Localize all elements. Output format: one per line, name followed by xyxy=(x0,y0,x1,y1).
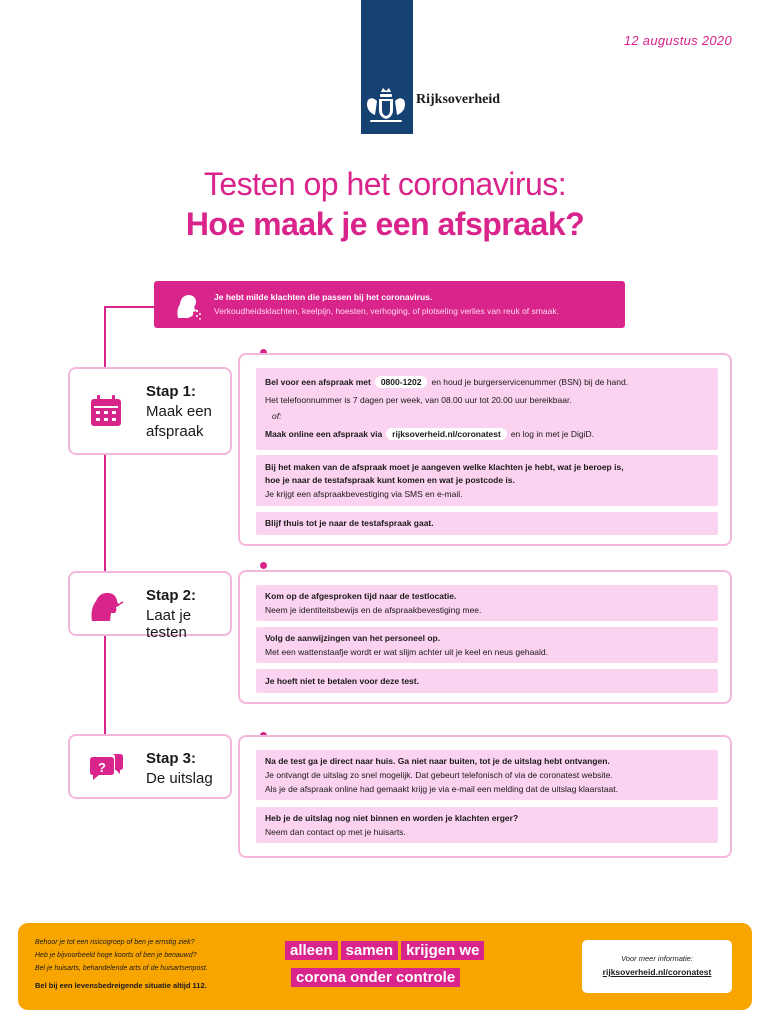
intro-text-symptoms: Verkoudheidsklachten, keelpijn, hoesten, verhoging, of plotseling verlies van reuk of smaak. xyxy=(214,306,559,316)
sick-person-icon xyxy=(168,288,202,322)
publication-date: 12 augustus 2020 xyxy=(623,33,732,48)
svg-text:?: ? xyxy=(98,760,106,775)
location-line: Kom op de afgesproken tijd naar de testlocatie. xyxy=(265,591,457,601)
step-3-subtitle: De uitslag xyxy=(146,770,213,787)
phone-number[interactable]: 0800-1202 xyxy=(375,376,428,388)
intro-text-bold: Je hebt milde klachten die passen bij het coronavirus. xyxy=(214,292,433,302)
instructions-line: Volg de aanwijzingen van het personeel op. xyxy=(265,633,441,643)
online-suffix: en log in met je DigiD. xyxy=(510,429,594,439)
free-test-text: Je hoeft niet te betalen voor deze test. xyxy=(265,676,419,686)
timeline-connector xyxy=(104,306,156,308)
info-box-location xyxy=(256,585,718,621)
timeline-connector xyxy=(104,306,106,368)
more-info-link[interactable]: rijksoverheid.nl/coronatest xyxy=(602,967,712,977)
slogan-row-1 xyxy=(285,941,487,960)
call-suffix: en houd je burgerservicenummer (BSN) bij de hand. xyxy=(431,377,629,387)
step-1-title: Stap 1: xyxy=(146,383,197,400)
step-2-card xyxy=(68,571,232,641)
details-line: hoe je naar de testafspraak kunt komen en wat je postcode is. xyxy=(265,475,515,485)
footer-risk-text: Heb je bijvoorbeeld hoge koorts of ben je benauwd? xyxy=(35,952,197,959)
person-swab-icon xyxy=(88,587,124,623)
footer-risk-text: Bel je huisarts, behandelende arts of de huisartsenpost. xyxy=(35,965,208,972)
speech-bubbles-icon xyxy=(88,750,124,786)
slogan-word: corona onder controle xyxy=(291,968,460,987)
info-box-appointment xyxy=(256,368,718,450)
step-2-subtitle: Laat je testen xyxy=(146,607,192,641)
page-title-line2: Hoe maak je een afspraak? xyxy=(185,206,585,242)
step-2-panel xyxy=(238,570,732,704)
online-label: Maak online een afspraak via xyxy=(265,429,383,439)
info-box-instructions xyxy=(256,627,718,663)
footer-risk-text: Behoor je tot een risicogroep of ben je ernstig ziek? xyxy=(35,939,195,946)
stay-home-text: Blijf thuis tot je naar de testafspraak gaat. xyxy=(265,518,434,528)
connector-dot xyxy=(260,562,267,569)
more-info-box xyxy=(582,940,732,993)
step-2-title: Stap 2: xyxy=(146,587,197,604)
step-1-card xyxy=(68,367,232,455)
info-box-result xyxy=(256,750,718,800)
intro-banner xyxy=(154,281,625,328)
worse-line: Heb je de uitslag nog niet binnen en worden je klachten erger? xyxy=(265,813,519,823)
page-title-line1: Testen op het coronavirus: xyxy=(203,166,567,202)
slogan-word: krijgen we xyxy=(401,941,484,960)
or-label: of: xyxy=(272,411,282,421)
step-3-title: Stap 3: xyxy=(146,750,197,767)
result-line: Je ontvangt de uitslag zo snel mogelijk. Dat gebeurt telefonisch of via de coronatest website. xyxy=(265,770,613,780)
call-label: Bel voor een afspraak met xyxy=(265,377,371,387)
coat-of-arms-icon xyxy=(362,86,410,126)
timeline-connector xyxy=(104,455,106,573)
footer-emergency-text: Bel bij een levensbedreigende situatie altijd 112. xyxy=(35,981,207,990)
info-box-free xyxy=(256,669,718,693)
info-box-details xyxy=(256,455,718,506)
result-line: Als je de afspraak online had gemaakt krijg je via e-mail een melding dat de uitslag klaarstaat. xyxy=(265,784,618,794)
step-1-subtitle: Maak een xyxy=(146,403,212,420)
details-line: Bij het maken van de afspraak moet je aangeven welke klachten je hebt, wat je beroep is, xyxy=(265,462,624,472)
calendar-icon xyxy=(88,393,124,429)
phone-hours: Het telefoonnummer is 7 dagen per week, van 08.00 uur tot 20.00 uur bereikbaar. xyxy=(265,395,572,405)
slogan-word: alleen xyxy=(285,941,338,960)
step-1-panel xyxy=(238,353,732,546)
step-1-subtitle: afspraak xyxy=(146,423,204,440)
more-info-label: Voor meer informatie: xyxy=(621,954,693,963)
location-line: Neem je identiteitsbewijs en de afspraakbevestiging mee. xyxy=(265,605,482,615)
worse-line: Neem dan contact op met je huisarts. xyxy=(265,827,406,837)
step-3-card xyxy=(68,734,232,799)
info-box-stay-home xyxy=(256,512,718,535)
coronatest-link[interactable]: rijksoverheid.nl/coronatest xyxy=(386,428,507,440)
step-3-panel xyxy=(238,735,732,858)
instructions-line: Met een wattenstaafje wordt er wat slijm achter uit je keel en neus gehaald. xyxy=(265,647,549,657)
slogan-row-2 xyxy=(291,968,463,987)
slogan-word: samen xyxy=(341,941,399,960)
result-line: Na de test ga je direct naar huis. Ga niet naar buiten, tot je de uitslag hebt ontvangen. xyxy=(265,756,610,766)
info-box-worse xyxy=(256,807,718,843)
details-line: Je krijgt een afspraakbevestiging via SMS en e-mail. xyxy=(265,489,463,499)
timeline-connector xyxy=(104,635,106,735)
footer-banner xyxy=(18,923,752,1010)
logo-wordmark: Rijksoverheid xyxy=(416,92,500,107)
